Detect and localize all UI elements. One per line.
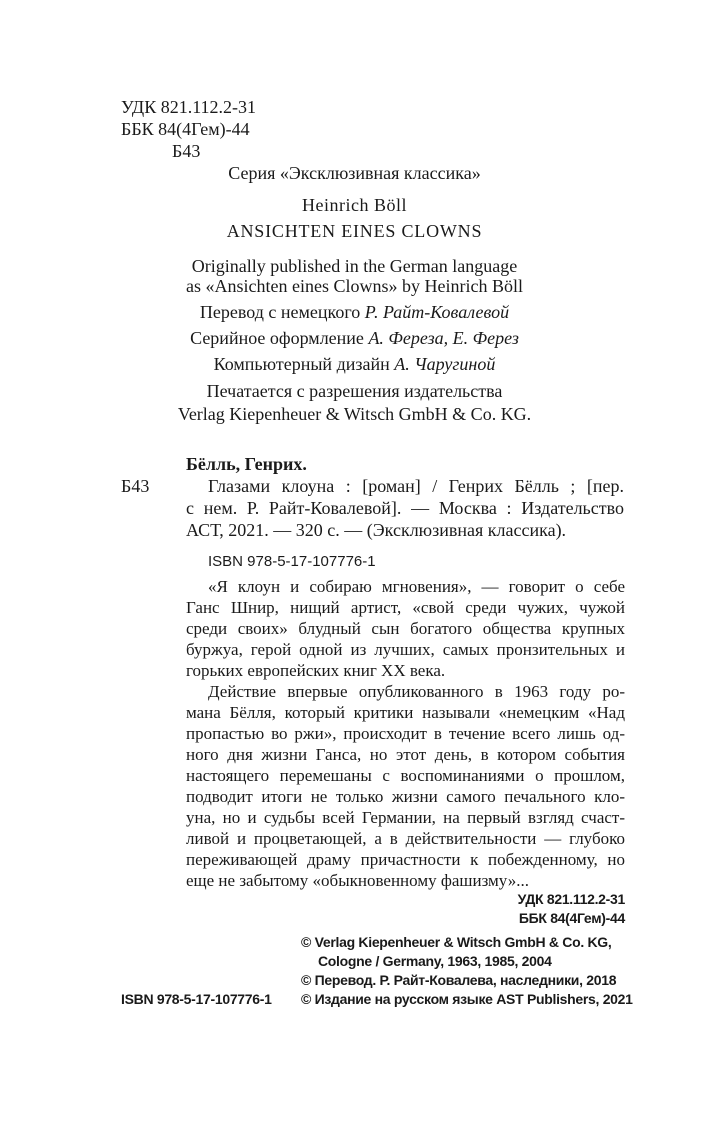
annotation-line: настоящего перемешаны с воспоминаниями о прошлом, <box>186 766 625 785</box>
permission-line-2: Verlag Kiepenheuer & Witsch GmbH & Co. KG. <box>177 404 532 424</box>
annotation-line: переживающей драму причастности к побежденному, но <box>186 850 625 869</box>
bbk-code: ББК 84(4Гем)-44 <box>121 119 250 139</box>
series-designer-names: А. Фереза, Е. Ферез <box>368 328 519 348</box>
series-design-label: Серийное оформление <box>190 328 369 348</box>
annotation-line: горьких европейских книг XX века. <box>186 661 446 680</box>
annotation-line: среди своих» блудный сын богатого общества крупных <box>186 619 625 638</box>
series-design-credit <box>0 328 709 349</box>
original-author: Heinrich Böll <box>302 195 407 215</box>
catalog-isbn: ISBN 978-5-17-107776-1 <box>208 553 376 570</box>
computer-design-label: Компьютерный дизайн <box>213 354 395 374</box>
original-title: ANSICHTEN EINES CLOWNS <box>226 221 483 241</box>
annotation-line: буржуа, герой одной из лучших, самых пронзительных и <box>186 640 625 659</box>
permission-line-1: Печатается с разрешения издательства <box>206 381 503 401</box>
annotation-line: «Я клоун и собираю мгновения», — говорит о себе <box>208 577 625 596</box>
copyright-line-1: © Verlag Kiepenheuer & Witsch GmbH & Co. KG, <box>301 934 612 950</box>
copyright-isbn: ISBN 978-5-17-107776-1 <box>121 991 272 1007</box>
annotation-line: ливой и процветающей, а в действительности — глубоко <box>186 829 625 848</box>
translation-label: Перевод с немецкого <box>199 302 365 322</box>
annotation-line: Действие впервые опубликованного в 1963 году ро- <box>208 682 625 701</box>
catalog-line-2: с нем. Р. Райт-Ковалевой]. — Москва : Издательство <box>186 498 624 518</box>
copyright-line-4: © Издание на русском языке AST Publishers, 2021 <box>301 991 633 1007</box>
published-line-1: Originally published in the German language <box>191 256 518 276</box>
annotation-line: мана Бёлля, который критики называли «немецким «Над <box>186 703 625 722</box>
annotation-line: подводит итоги не только жизни самого печального кло- <box>186 787 625 806</box>
catalog-author-heading: Бёлль, Генрих. <box>186 454 307 474</box>
copyright-line-2: Cologne / Germany, 1963, 1985, 2004 <box>318 953 552 969</box>
annotation-line: Ганс Шнир, нищий артист, «свой среди чужих, чужой <box>186 598 625 617</box>
annotation-line: еще не забытому «обыкновенному фашизму»... <box>186 871 529 890</box>
computer-design-credit <box>0 354 709 375</box>
bbk-code-bottom: ББК 84(4Гем)-44 <box>518 910 625 926</box>
udk-code-bottom: УДК 821.112.2-31 <box>517 891 625 907</box>
published-line-2: as «Ansichten eines Clowns» by Heinrich Böll <box>186 276 523 296</box>
translation-credit <box>0 302 709 323</box>
author-mark: Б43 <box>172 141 201 161</box>
annotation-line: уна, но и судьбы всей Германии, на первый взгляд счаст- <box>186 808 625 827</box>
annotation-line: ного дня жизни Ганса, но этот день, в котором события <box>186 745 625 764</box>
translator-name: Р. Райт-Ковалевой <box>364 302 510 322</box>
series-line: Серия «Эксклюзивная классика» <box>228 163 481 183</box>
catalog-mark: Б43 <box>121 476 150 496</box>
catalog-line-1: Глазами клоуна : [роман] / Генрих Бёлль ; [пер. <box>208 476 624 496</box>
udk-code: УДК 821.112.2-31 <box>121 97 257 117</box>
catalog-line-3: АСТ, 2021. — 320 с. — (Эксклюзивная классика). <box>186 520 567 540</box>
annotation-line: пропастью во ржи», происходит в течение всего лишь од- <box>186 724 625 743</box>
copyright-line-3: © Перевод. Р. Райт-Ковалева, наследники, 2018 <box>301 972 617 988</box>
computer-designer-name: А. Чаругиной <box>394 354 496 374</box>
